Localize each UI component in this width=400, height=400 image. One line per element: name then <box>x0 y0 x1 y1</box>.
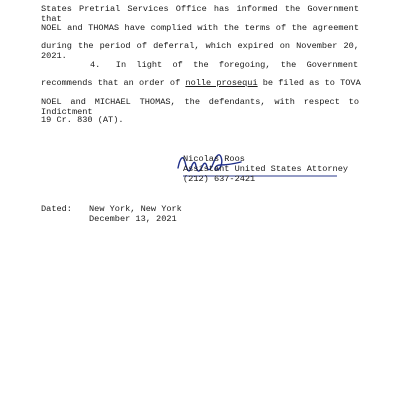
signer-phone: (212) 637-2421 <box>183 174 256 184</box>
body-line-6: NOEL and MICHAEL THOMAS, the defendants, with respect to Indictment <box>41 97 359 117</box>
body-line-1: States Pretrial Services Office has informed the Government that <box>41 4 359 24</box>
body-line-7: 19 Cr. 830 (AT). <box>41 115 124 125</box>
body-line-2: NOEL and THOMAS have complied with the terms of the agreement <box>41 23 359 33</box>
signer-title: Assistant United States Attorney <box>183 164 349 174</box>
body-line-3: during the period of deferral, which expired on November 20, 2021. <box>41 41 359 61</box>
dated-value <box>89 204 182 224</box>
body-line-5 <box>41 78 359 88</box>
body-line-4: 4. In light of the foregoing, the Government <box>90 60 359 70</box>
dated-label: Dated: <box>41 204 72 214</box>
signature-block <box>183 154 348 184</box>
nolle-prosequi-text: nolle prosequi <box>185 78 258 88</box>
signer-name: Nicolas Roos <box>183 154 245 164</box>
body-line-5-post: be filed as to TOVA <box>257 78 361 88</box>
body-line-5-pre: recommends that an order of <box>41 78 186 88</box>
dated-place: New York, New York <box>89 204 182 214</box>
dated-date: December 13, 2021 <box>89 214 177 224</box>
